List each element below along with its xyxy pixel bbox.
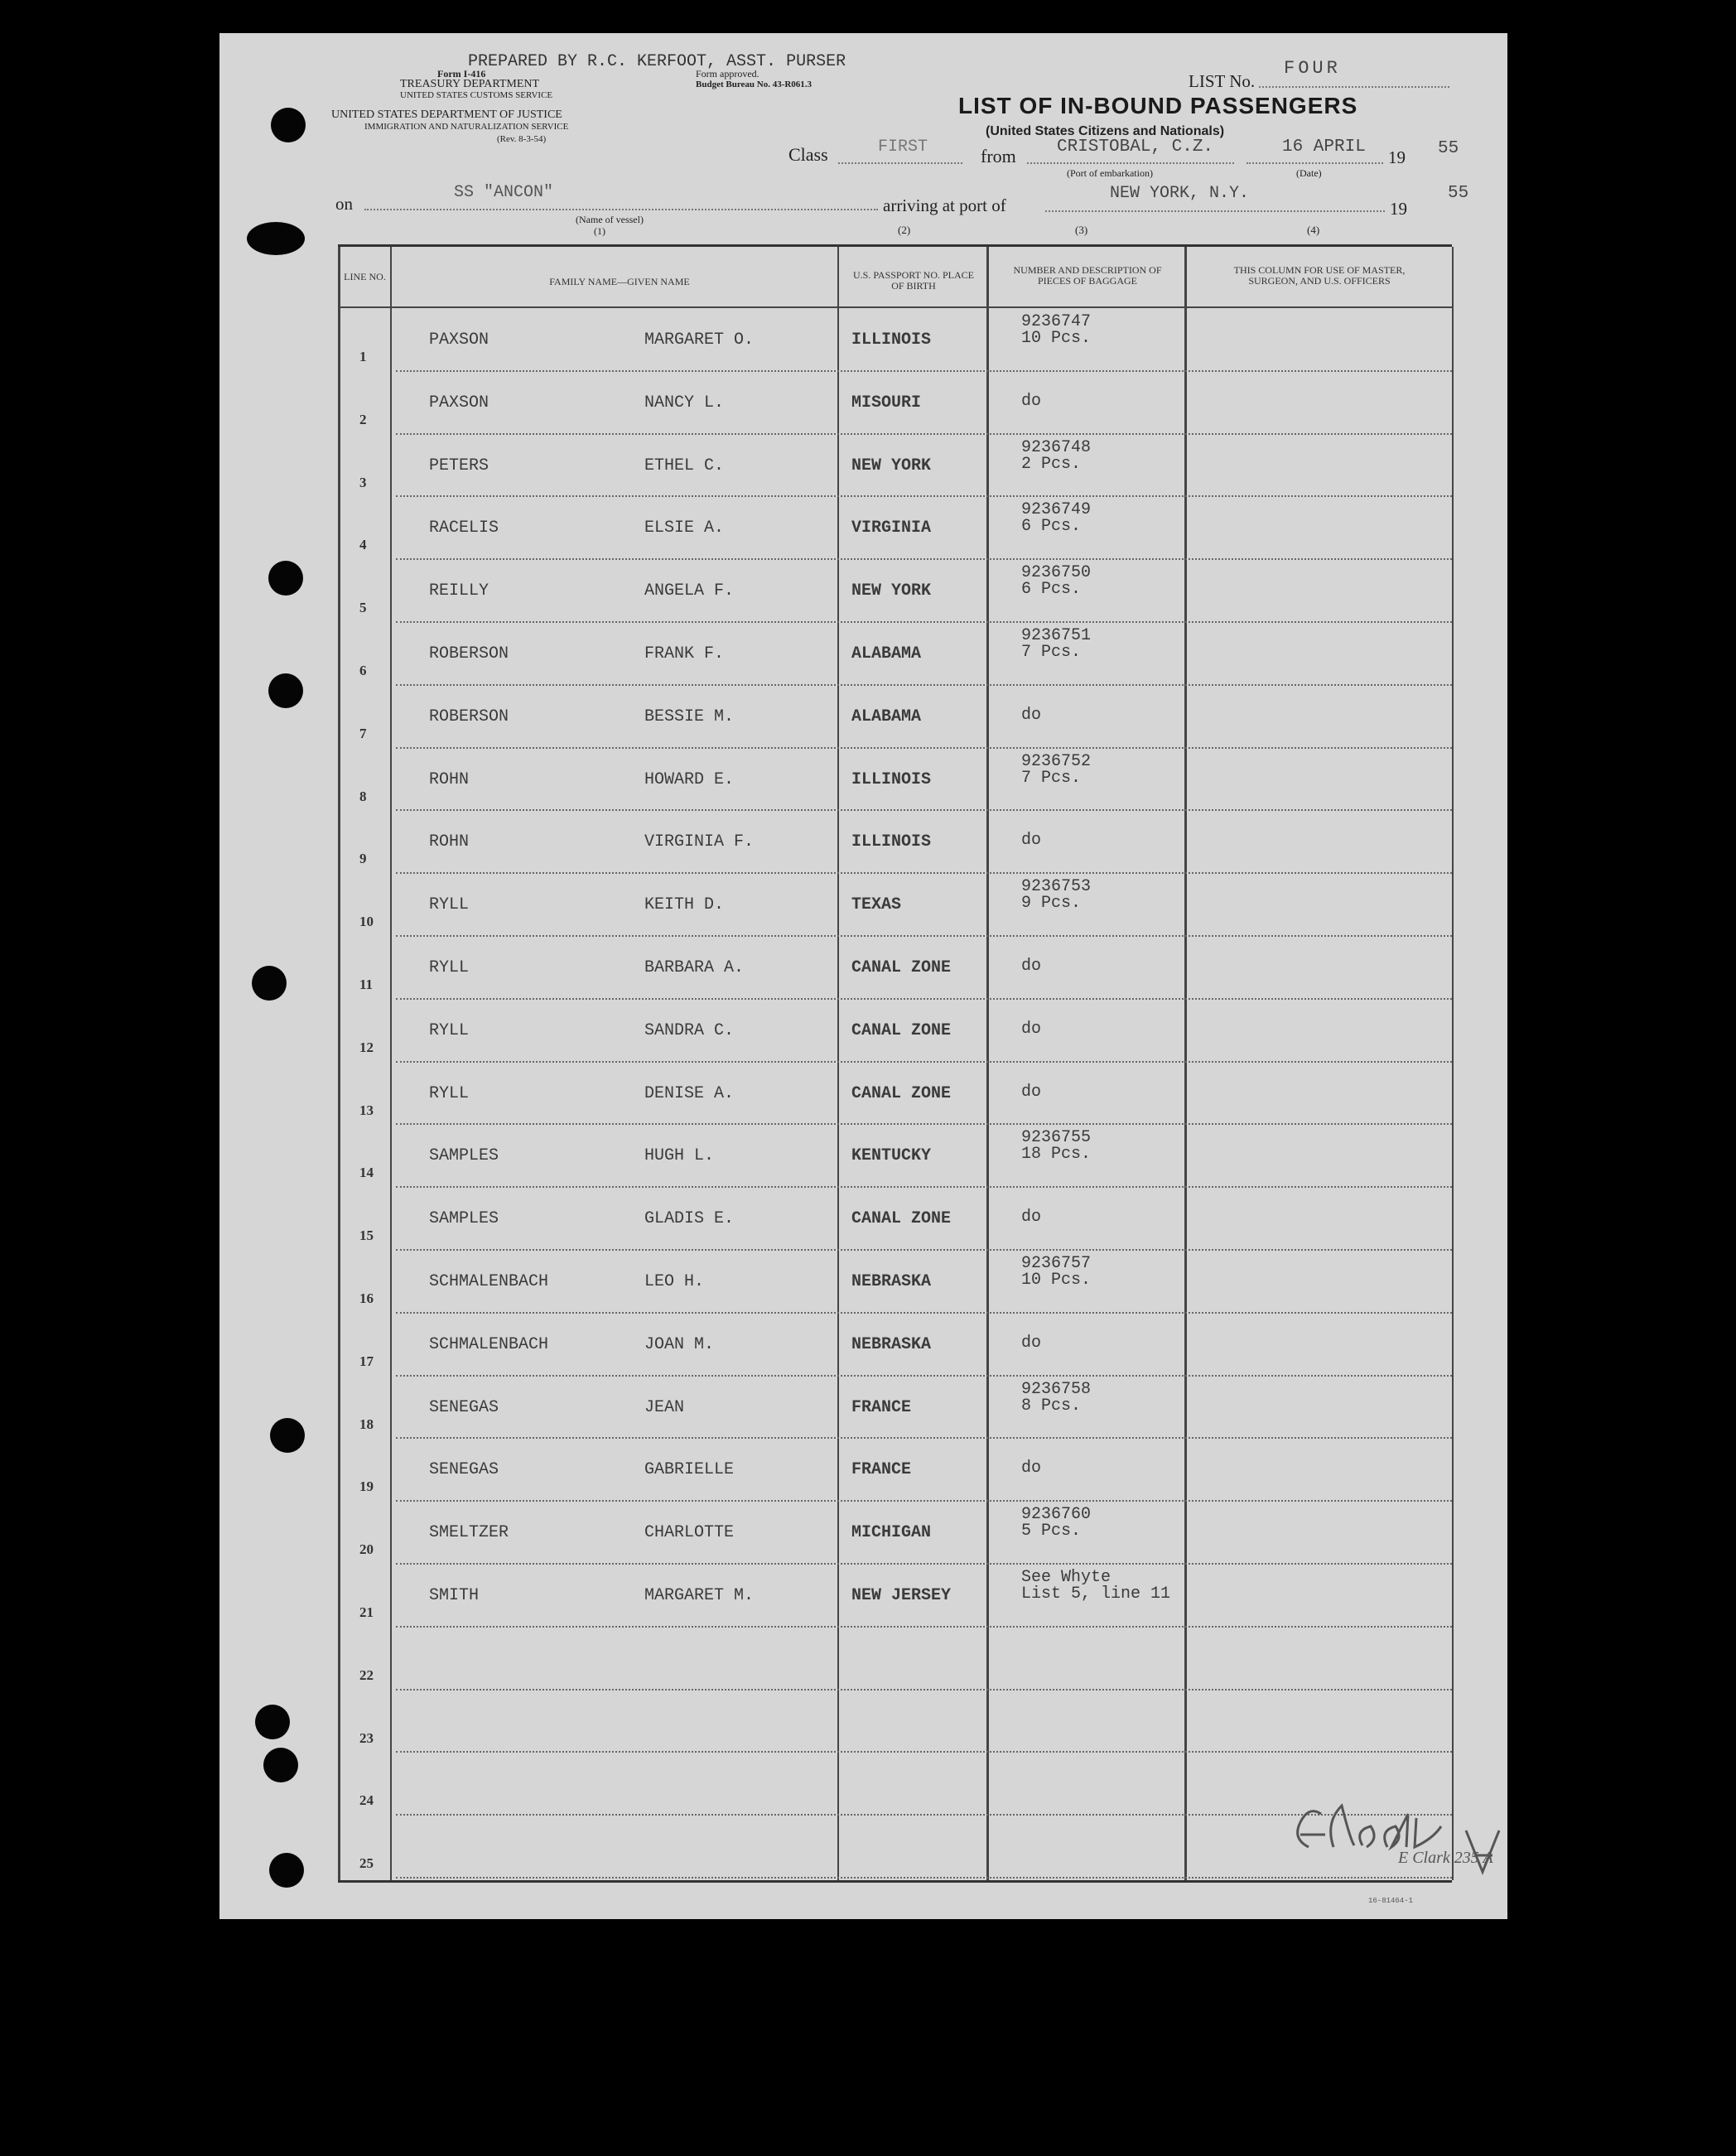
table-row bbox=[338, 1377, 1452, 1440]
family-name: ROHN bbox=[429, 769, 470, 789]
baggage-number: 9236753 bbox=[1021, 877, 1092, 897]
baggage-number: 9236748 bbox=[1021, 437, 1092, 457]
given-name: ANGELA F. bbox=[644, 581, 735, 601]
arriving-label: arriving at port of bbox=[883, 195, 1006, 215]
port-embark-caption: (Port of embarkation) bbox=[1067, 167, 1153, 179]
given-name: BARBARA A. bbox=[644, 958, 745, 977]
family-name: SAMPLES bbox=[429, 1209, 499, 1229]
arrival-port: NEW YORK, N.Y. bbox=[1110, 184, 1250, 203]
family-name: SENEGAS bbox=[429, 1397, 499, 1417]
table-row bbox=[338, 1063, 1452, 1126]
place-of-birth: FRANCE bbox=[851, 1460, 912, 1480]
baggage-pieces: do bbox=[1021, 1333, 1042, 1353]
column-num-4: (4) bbox=[1307, 224, 1320, 236]
arrival-year: 55 bbox=[1448, 184, 1469, 203]
column-num-3: (3) bbox=[1075, 224, 1088, 236]
form-approved: Form approved. bbox=[696, 68, 760, 80]
line-number: 10 bbox=[359, 914, 374, 930]
line-number: 17 bbox=[359, 1353, 374, 1369]
class-value: FIRST bbox=[878, 137, 928, 157]
table-row bbox=[338, 1314, 1452, 1377]
binder-hole bbox=[252, 966, 287, 1001]
form-number: Form I-416 bbox=[437, 68, 486, 80]
baggage-pieces: do bbox=[1021, 1459, 1042, 1478]
family-name: RYLL bbox=[429, 1020, 470, 1040]
from-label: from bbox=[981, 146, 1016, 166]
handwritten-annotation-svg bbox=[1275, 1789, 1524, 1888]
family-name: PAXSON bbox=[429, 393, 489, 412]
line-number: 23 bbox=[359, 1729, 374, 1746]
line-number: 6 bbox=[359, 663, 367, 678]
line-number: 16 bbox=[359, 1290, 374, 1306]
baggage-pieces: do bbox=[1021, 831, 1042, 851]
baggage-pieces: 10 Pcs. bbox=[1021, 329, 1092, 348]
passenger-table bbox=[338, 224, 1452, 1883]
place-of-birth: CANAL ZONE bbox=[851, 1020, 952, 1040]
form-title: LIST OF IN-BOUND PASSENGERS bbox=[958, 93, 1358, 118]
table-row bbox=[338, 811, 1452, 874]
table-row bbox=[338, 372, 1452, 435]
place-of-birth: NEBRASKA bbox=[851, 1272, 932, 1291]
binder-hole bbox=[268, 673, 303, 708]
given-name: NANCY L. bbox=[644, 393, 725, 412]
family-name: RACELIS bbox=[429, 519, 499, 538]
customs-service: UNITED STATES CUSTOMS SERVICE bbox=[400, 90, 553, 100]
given-name: SANDRA C. bbox=[644, 1020, 735, 1040]
class-label: Class bbox=[788, 144, 828, 165]
from-value: CRISTOBAL, C.Z. bbox=[1057, 137, 1214, 157]
year-value: 55 bbox=[1438, 139, 1459, 158]
family-name: RYLL bbox=[429, 895, 470, 915]
vessel-caption: (Name of vessel) bbox=[576, 214, 644, 225]
baggage-pieces: do bbox=[1021, 957, 1042, 976]
prepared-by: PREPARED BY R.C. KERFOOT, ASST. PURSER bbox=[468, 52, 846, 71]
place-of-birth: FRANCE bbox=[851, 1397, 912, 1417]
baggage-pieces: 7 Pcs. bbox=[1021, 768, 1082, 788]
column-header-line: LINE NO. bbox=[344, 271, 386, 282]
line-number: 3 bbox=[359, 474, 367, 490]
baggage-pieces: 7 Pcs. bbox=[1021, 643, 1082, 662]
line-number: 14 bbox=[359, 1165, 374, 1181]
table-row bbox=[338, 1125, 1452, 1188]
line-number: 18 bbox=[359, 1416, 374, 1432]
baggage-pieces: do bbox=[1021, 1082, 1042, 1102]
table-row bbox=[338, 1000, 1452, 1063]
vessel-caption-num: (1) bbox=[594, 225, 605, 237]
on-label: on bbox=[335, 194, 353, 214]
baggage-number: 9236747 bbox=[1021, 312, 1092, 331]
given-name: BESSIE M. bbox=[644, 707, 735, 726]
place-of-birth: NEBRASKA bbox=[851, 1334, 932, 1354]
baggage-number: 9236749 bbox=[1021, 500, 1092, 520]
given-name: ETHEL C. bbox=[644, 456, 725, 475]
baggage-pieces: 2 Pcs. bbox=[1021, 454, 1082, 474]
table-row bbox=[338, 937, 1452, 1000]
place-of-birth: ILLINOIS bbox=[851, 330, 932, 350]
table-row bbox=[338, 874, 1452, 937]
baggage-pieces: List 5, line 11 bbox=[1021, 1584, 1171, 1604]
form-subtitle: (United States Citizens and Nationals) bbox=[986, 124, 1225, 138]
table-row bbox=[338, 435, 1452, 498]
baggage-number: 9236760 bbox=[1021, 1505, 1092, 1525]
line-number: 15 bbox=[359, 1228, 374, 1244]
table-row bbox=[338, 1502, 1452, 1565]
family-name: RYLL bbox=[429, 1083, 470, 1103]
place-of-birth: ILLINOIS bbox=[851, 832, 932, 852]
baggage-pieces: 6 Pcs. bbox=[1021, 580, 1082, 600]
line-number: 20 bbox=[359, 1541, 374, 1558]
class-rule bbox=[838, 162, 962, 164]
table-row bbox=[338, 749, 1452, 812]
given-name: DENISE A. bbox=[644, 1083, 735, 1103]
vessel-rule bbox=[364, 209, 878, 210]
family-name: SMELTZER bbox=[429, 1523, 509, 1543]
given-name: CHARLOTTE bbox=[644, 1523, 735, 1543]
binder-hole bbox=[270, 1418, 305, 1453]
column-header-name: FAMILY NAME—GIVEN NAME bbox=[549, 276, 690, 287]
date-caption: (Date) bbox=[1296, 167, 1322, 179]
binder-hole bbox=[268, 561, 303, 596]
line-number: 5 bbox=[359, 600, 367, 616]
column-header-passport: U.S. PASSPORT NO. PLACE OF BIRTH bbox=[853, 269, 974, 292]
baggage-pieces: 9 Pcs. bbox=[1021, 894, 1082, 914]
line-number: 2 bbox=[359, 411, 367, 427]
place-of-birth: MISOURI bbox=[851, 393, 922, 412]
from-rule bbox=[1027, 162, 1234, 164]
line-number: 12 bbox=[359, 1039, 374, 1055]
justice-dept: UNITED STATES DEPARTMENT OF JUSTICE bbox=[331, 109, 562, 121]
table-row bbox=[338, 1439, 1452, 1502]
family-name: SAMPLES bbox=[429, 1146, 499, 1166]
given-name: HUGH L. bbox=[644, 1146, 715, 1166]
column-header-officers: THIS COLUMN FOR USE OF MASTER, SURGEON, AND U.S. OFFICERS bbox=[1233, 264, 1406, 287]
line-number: 7 bbox=[359, 725, 367, 741]
table-row bbox=[338, 1251, 1452, 1314]
header-rule bbox=[338, 306, 1452, 308]
family-name: SENEGAS bbox=[429, 1460, 499, 1480]
family-name: SMITH bbox=[429, 1586, 480, 1605]
given-name: HOWARD E. bbox=[644, 769, 735, 789]
given-name: GABRIELLE bbox=[644, 1460, 735, 1480]
budget-bureau: Budget Bureau No. 43-R061.3 bbox=[696, 80, 813, 89]
year-prefix: 19 bbox=[1388, 147, 1406, 167]
baggage-pieces: 6 Pcs. bbox=[1021, 517, 1082, 537]
family-name: PAXSON bbox=[429, 330, 489, 350]
baggage-pieces: do bbox=[1021, 391, 1042, 411]
given-name: JEAN bbox=[644, 1397, 685, 1417]
handwritten-annotation: E Clark 235 A bbox=[1398, 1849, 1493, 1867]
place-of-birth: CANAL ZONE bbox=[851, 1083, 952, 1103]
line-number: 11 bbox=[359, 977, 374, 992]
ins-service: IMMIGRATION AND NATURALIZATION SERVICE bbox=[364, 122, 569, 132]
family-name: ROHN bbox=[429, 832, 470, 852]
given-name: FRANK F. bbox=[644, 644, 725, 663]
baggage-number: 9236750 bbox=[1021, 563, 1092, 583]
place-of-birth: NEW JERSEY bbox=[851, 1586, 952, 1605]
arrival-year-prefix: 19 bbox=[1390, 199, 1407, 219]
list-no-value: FOUR bbox=[1284, 58, 1341, 79]
given-name: GLADIS E. bbox=[644, 1209, 735, 1229]
place-of-birth: ALABAMA bbox=[851, 644, 922, 663]
family-name: ROBERSON bbox=[429, 644, 509, 663]
line-number: 24 bbox=[359, 1792, 374, 1809]
family-name: ROBERSON bbox=[429, 707, 509, 726]
given-name: MARGARET O. bbox=[644, 330, 755, 350]
binder-hole bbox=[269, 1853, 304, 1888]
place-of-birth: KENTUCKY bbox=[851, 1146, 932, 1166]
given-name: MARGARET M. bbox=[644, 1586, 755, 1605]
place-of-birth: NEW YORK bbox=[851, 456, 932, 475]
place-of-birth: NEW YORK bbox=[851, 581, 932, 601]
line-number: 21 bbox=[359, 1604, 374, 1620]
table-row bbox=[338, 1628, 1452, 1691]
baggage-number: 9236757 bbox=[1021, 1254, 1092, 1273]
line-number: 8 bbox=[359, 788, 367, 804]
arrival-rule bbox=[1045, 210, 1385, 212]
binder-hole bbox=[255, 1705, 290, 1739]
place-of-birth: ILLINOIS bbox=[851, 769, 932, 789]
line-number: 19 bbox=[359, 1478, 374, 1495]
table-row bbox=[338, 560, 1452, 623]
family-name: RYLL bbox=[429, 958, 470, 977]
given-name: LEO H. bbox=[644, 1272, 705, 1291]
baggage-pieces: 5 Pcs. bbox=[1021, 1522, 1082, 1541]
baggage-pieces: do bbox=[1021, 705, 1042, 725]
baggage-number: 9236755 bbox=[1021, 1128, 1092, 1148]
table-row bbox=[338, 1691, 1452, 1753]
given-name: KEITH D. bbox=[644, 895, 725, 915]
vessel-name: SS "ANCON" bbox=[454, 183, 554, 202]
family-name: REILLY bbox=[429, 581, 489, 601]
given-name: ELSIE A. bbox=[644, 519, 725, 538]
treasury-dept: TREASURY DEPARTMENT bbox=[400, 78, 540, 90]
column-num-2: (2) bbox=[898, 224, 911, 236]
footer-code: 16-81464-1 bbox=[1368, 1897, 1414, 1905]
binder-hole bbox=[271, 108, 306, 142]
family-name: PETERS bbox=[429, 456, 489, 475]
given-name: VIRGINIA F. bbox=[644, 832, 755, 852]
form-revision: (Rev. 8-3-54) bbox=[497, 134, 547, 144]
line-number: 25 bbox=[359, 1855, 374, 1872]
baggage-pieces: 18 Pcs. bbox=[1021, 1145, 1092, 1165]
baggage-pieces: do bbox=[1021, 1019, 1042, 1039]
line-number: 22 bbox=[359, 1666, 374, 1683]
place-of-birth: VIRGINIA bbox=[851, 519, 932, 538]
place-of-birth: ALABAMA bbox=[851, 707, 922, 726]
family-name: SCHMALENBACH bbox=[429, 1272, 549, 1291]
table-row bbox=[338, 309, 1452, 372]
baggage-number: 9236752 bbox=[1021, 751, 1092, 771]
place-of-birth: TEXAS bbox=[851, 895, 902, 915]
table-row bbox=[338, 686, 1452, 749]
baggage-number: 9236758 bbox=[1021, 1379, 1092, 1399]
binder-hole bbox=[247, 222, 305, 255]
table-row bbox=[338, 1565, 1452, 1628]
line-number: 9 bbox=[359, 851, 367, 867]
column-header-baggage: NUMBER AND DESCRIPTION OF PIECES OF BAGGAGE bbox=[1013, 264, 1162, 287]
line-number: 1 bbox=[359, 349, 367, 364]
table-row bbox=[338, 1188, 1452, 1251]
place-of-birth: CANAL ZONE bbox=[851, 958, 952, 977]
line-number: 4 bbox=[359, 537, 367, 553]
list-no-rule bbox=[1259, 86, 1449, 88]
baggage-pieces: do bbox=[1021, 1208, 1042, 1228]
baggage-number: 9236751 bbox=[1021, 626, 1092, 645]
list-no-label: LIST No. bbox=[1189, 71, 1256, 91]
baggage-pieces: 10 Pcs. bbox=[1021, 1271, 1092, 1290]
baggage-number: See Whyte bbox=[1021, 1568, 1112, 1587]
place-of-birth: MICHIGAN bbox=[851, 1523, 932, 1543]
date-value: 16 APRIL bbox=[1282, 137, 1366, 157]
date-rule bbox=[1247, 162, 1383, 164]
baggage-pieces: 8 Pcs. bbox=[1021, 1396, 1082, 1416]
table-row bbox=[338, 497, 1452, 560]
table-row bbox=[338, 623, 1452, 686]
place-of-birth: CANAL ZONE bbox=[851, 1209, 952, 1229]
family-name: SCHMALENBACH bbox=[429, 1334, 549, 1354]
binder-hole bbox=[263, 1748, 298, 1782]
line-number: 13 bbox=[359, 1102, 374, 1118]
given-name: JOAN M. bbox=[644, 1334, 715, 1354]
